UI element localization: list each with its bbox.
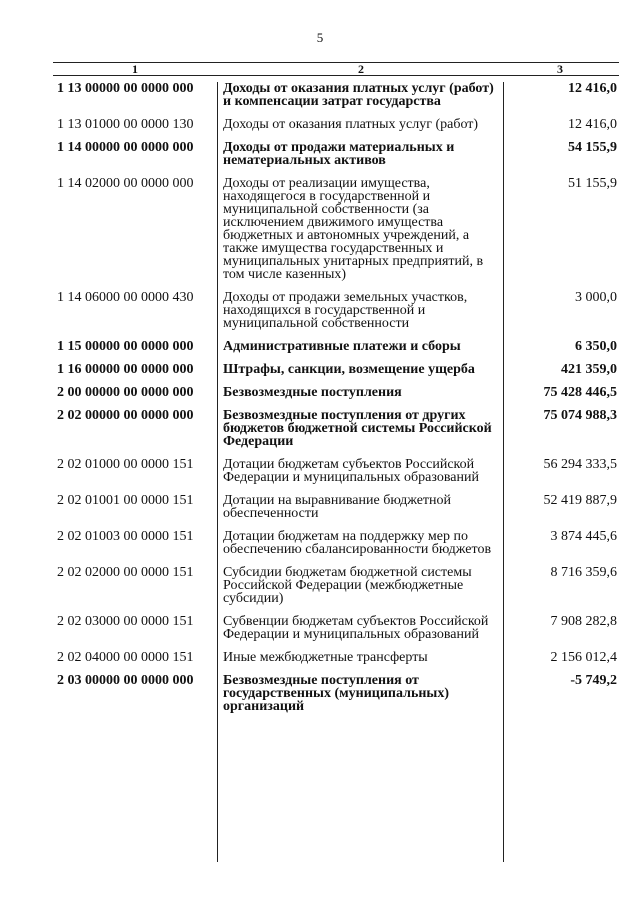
row-code: 2 02 00000 00 0000 000 bbox=[57, 408, 194, 423]
row-name: Дотации на выравнивание бюджетной обеспеченности bbox=[223, 493, 452, 521]
row-code: 2 03 00000 00 0000 000 bbox=[57, 673, 194, 688]
row-code: 1 13 01000 00 0000 130 bbox=[57, 117, 194, 132]
row-name: Безвозмездные поступления от государственных (муниципальных) организаций bbox=[223, 673, 450, 714]
header-col-1: 1 bbox=[132, 62, 138, 76]
row-amount: 51 155,9 bbox=[568, 176, 617, 191]
row-code: 2 00 00000 00 0000 000 bbox=[57, 385, 194, 400]
row-code: 2 02 01000 00 0000 151 bbox=[57, 457, 194, 472]
row-code: 1 14 06000 00 0000 430 bbox=[57, 290, 194, 305]
row-code: 1 15 00000 00 0000 000 bbox=[57, 339, 194, 354]
row-amount: 52 419 887,9 bbox=[543, 493, 617, 508]
table-row bbox=[53, 363, 619, 376]
row-name: Доходы от продажи земельных участков, находящихся в государственной и муниципальной собственности bbox=[223, 290, 468, 331]
row-name: Доходы от оказания платных услуг (работ) и компенсации затрат государства bbox=[223, 81, 494, 109]
table-row bbox=[53, 386, 619, 399]
row-name: Иные межбюджетные трансферты bbox=[223, 650, 428, 665]
row-name: Доходы от реализации имущества, находящегося в государственной и муниципальной собственности (за исключением движимого имущества бюджетных и автономных учреждений, а также имущества государственных и муниципальных унитарных предприятий, в том числе казенных) bbox=[223, 176, 484, 282]
header-col-2: 2 bbox=[358, 62, 364, 76]
table-row bbox=[53, 409, 619, 448]
table-row bbox=[53, 82, 619, 108]
table-row bbox=[53, 494, 619, 520]
row-amount: 3 874 445,6 bbox=[550, 529, 617, 544]
row-amount: 54 155,9 bbox=[568, 140, 617, 155]
row-amount: 2 156 012,4 bbox=[550, 650, 617, 665]
row-code: 2 02 01001 00 0000 151 bbox=[57, 493, 194, 508]
table-row bbox=[53, 177, 619, 281]
column-divider-2 bbox=[503, 82, 504, 862]
row-name: Безвозмездные поступления от других бюджетов бюджетной системы Российской Федерации bbox=[223, 408, 492, 449]
page-number: 5 bbox=[316, 30, 324, 45]
table-row bbox=[53, 291, 619, 330]
row-code: 1 13 00000 00 0000 000 bbox=[57, 81, 194, 96]
row-name: Доходы от продажи материальных и нематериальных активов bbox=[223, 140, 455, 168]
row-code: 2 02 02000 00 0000 151 bbox=[57, 565, 194, 580]
row-code: 2 02 04000 00 0000 151 bbox=[57, 650, 194, 665]
table-row bbox=[53, 651, 619, 664]
revenue-table bbox=[53, 62, 619, 713]
column-divider-1 bbox=[217, 82, 218, 862]
row-amount: 7 908 282,8 bbox=[550, 614, 617, 629]
row-amount: 6 350,0 bbox=[575, 339, 617, 354]
row-amount: 12 416,0 bbox=[568, 117, 617, 132]
row-name: Субсидии бюджетам бюджетной системы Российской Федерации (межбюджетные субсидии) bbox=[223, 565, 472, 606]
row-name: Административные платежи и сборы bbox=[223, 339, 461, 354]
table-row bbox=[53, 530, 619, 556]
table-row bbox=[53, 340, 619, 353]
table-row bbox=[53, 141, 619, 167]
row-name: Дотации бюджетам на поддержку мер по обеспечению сбалансированности бюджетов bbox=[223, 529, 492, 557]
row-name: Безвозмездные поступления bbox=[223, 385, 402, 400]
row-name: Дотации бюджетам субъектов Российской Федерации и муниципальных образований bbox=[223, 457, 479, 485]
row-code: 1 14 02000 00 0000 000 bbox=[57, 176, 194, 191]
row-amount: 75 428 446,5 bbox=[543, 385, 617, 400]
row-code: 2 02 01003 00 0000 151 bbox=[57, 529, 194, 544]
row-amount: 3 000,0 bbox=[575, 290, 617, 305]
row-amount: 421 359,0 bbox=[561, 362, 617, 377]
row-code: 2 02 03000 00 0000 151 bbox=[57, 614, 194, 629]
table-row bbox=[53, 615, 619, 641]
header-col-3: 3 bbox=[557, 62, 563, 76]
row-code: 1 14 00000 00 0000 000 bbox=[57, 140, 194, 155]
table-row bbox=[53, 118, 619, 131]
row-name: Доходы от оказания платных услуг (работ) bbox=[223, 117, 479, 132]
row-code: 1 16 00000 00 0000 000 bbox=[57, 362, 194, 377]
row-amount: 12 416,0 bbox=[568, 81, 617, 96]
table-row bbox=[53, 674, 619, 713]
row-amount: 75 074 988,3 bbox=[543, 408, 617, 423]
row-amount: 8 716 359,6 bbox=[550, 565, 617, 580]
table-row bbox=[53, 566, 619, 605]
row-amount: 56 294 333,5 bbox=[543, 457, 617, 472]
table-body bbox=[53, 82, 619, 713]
table-header bbox=[53, 62, 619, 76]
table-row bbox=[53, 458, 619, 484]
row-name: Штрафы, санкции, возмещение ущерба bbox=[223, 362, 475, 377]
row-amount: -5 749,2 bbox=[570, 673, 617, 688]
row-name: Субвенции бюджетам субъектов Российской Федерации и муниципальных образований bbox=[223, 614, 489, 642]
